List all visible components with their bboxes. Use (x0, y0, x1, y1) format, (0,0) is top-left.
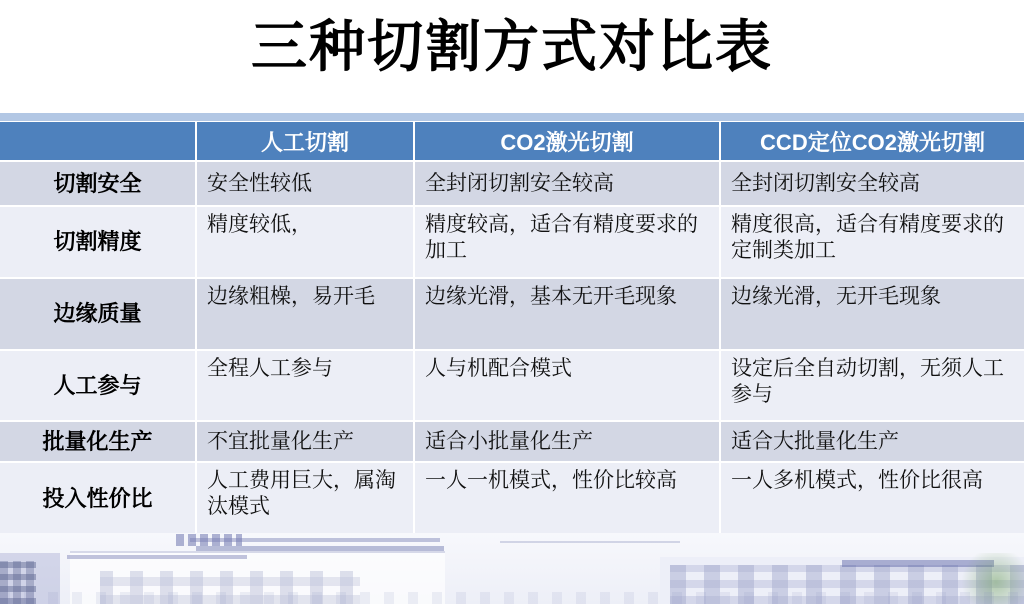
table-row (0, 162, 1024, 205)
row-label: 投入性价比 (0, 463, 195, 534)
cell-co2: 边缘光滑，基本无开毛现象 (415, 279, 719, 349)
cell-ccd-highlight: 边缘光滑，无开毛现象 (721, 279, 1024, 349)
cell-co2: 全封闭切割安全较高 (415, 162, 719, 205)
cell-manual: 人工费用巨大，属淘汰模式 (197, 463, 413, 534)
cell-ccd-highlight: 精度很高，适合有精度要求的定制类加工 (721, 207, 1024, 277)
header-cell-empty (0, 122, 195, 160)
cell-ccd-highlight: 适合大批量化生产 (721, 422, 1024, 461)
railing-shape (500, 541, 680, 543)
header-cell-co2: CO2激光切割 (415, 122, 719, 160)
roofline-shape (190, 538, 440, 542)
slide-title: 三种切割方式对比表 (251, 17, 773, 79)
cell-co2: 适合小批量化生产 (415, 422, 719, 461)
cell-ccd-highlight: 设定后全自动切割，无须人工参与 (721, 351, 1024, 420)
header-cell-ccd: CCD定位CO2激光切割 (721, 122, 1024, 160)
header-cell-manual: 人工切割 (197, 122, 413, 160)
row-label: 切割安全 (0, 162, 195, 205)
cell-manual: 边缘粗橾，易开毛 (197, 279, 413, 349)
comparison-table (0, 113, 1024, 536)
cell-co2: 精度较高，适合有精度要求的加工 (415, 207, 719, 277)
window-strip-shape (0, 592, 1024, 604)
roofline-shape (67, 555, 247, 559)
table-row (0, 463, 1024, 534)
cell-manual: 不宜批量化生产 (197, 422, 413, 461)
table-row (0, 422, 1024, 461)
table-row (0, 351, 1024, 420)
cell-ccd-highlight: 一人多机模式，性价比很高 (721, 463, 1024, 534)
cell-ccd-highlight: 全封闭切割安全较高 (721, 162, 1024, 205)
faded-factory-photo (0, 533, 1024, 604)
table-row (0, 279, 1024, 349)
table-header-row (0, 122, 1024, 160)
cell-co2: 人与机配合模式 (415, 351, 719, 420)
cell-co2: 一人一机模式，性价比较高 (415, 463, 719, 534)
row-label: 批量化生产 (0, 422, 195, 461)
table-row (0, 207, 1024, 277)
row-label: 人工参与 (0, 351, 195, 420)
row-label: 切割精度 (0, 207, 195, 277)
cell-manual: 精度较低， (197, 207, 413, 277)
row-label: 边缘质量 (0, 279, 195, 349)
cell-manual: 安全性较低 (197, 162, 413, 205)
table-top-band (0, 113, 1024, 121)
cell-manual: 全程人工参与 (197, 351, 413, 420)
